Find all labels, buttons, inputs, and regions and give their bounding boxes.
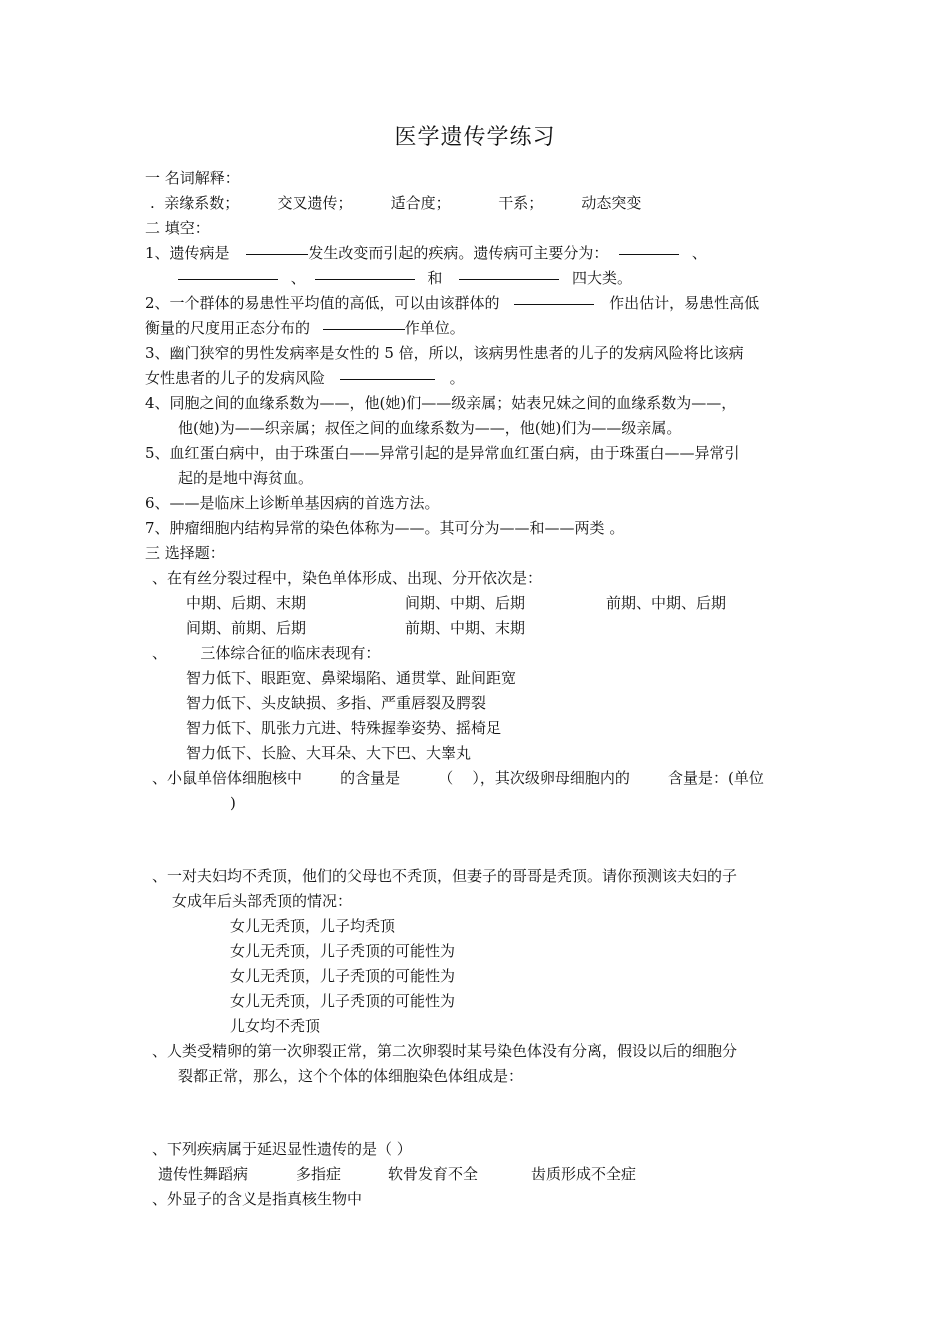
choice-q4-option[interactable]: 女儿无秃顶，儿子秃顶的可能性为: [230, 967, 456, 985]
fill-q1-text-f: 四大类。: [571, 269, 632, 287]
choice-q6-option[interactable]: 多指症: [296, 1165, 342, 1183]
fill-q3-line1: 3、幽门狭窄的男性发病率是女性的 5 倍，所以，该病男性患者的儿子的发病风险将比该病: [145, 344, 744, 362]
choice-q2-option[interactable]: 智力低下、头皮缺损、多指、严重唇裂及腭裂: [186, 694, 487, 712]
document-title: 医学遗传学练习: [394, 125, 556, 150]
fill-q1-text-c: 、: [691, 244, 707, 262]
choice-q5-stem-line2: 裂都正常，那么，这个个体的体细胞染色体组成是：: [178, 1067, 524, 1085]
fill-q1-text-e: 和: [427, 269, 443, 287]
fill-q2-text-d: 作单位。: [404, 319, 465, 337]
choice-q1-option[interactable]: 前期、中期、后期: [606, 594, 727, 612]
fill-q1-blank-3[interactable]: [178, 279, 278, 280]
choice-q4-option[interactable]: 女儿无秃顶，儿子均秃顶: [230, 917, 396, 935]
fill-q2-line2: [145, 318, 465, 338]
choice-q5-stem-line1: 、人类受精卵的第一次卵裂正常，第二次卵裂时某号染色体没有分离，假设以后的细胞分: [152, 1042, 738, 1060]
choice-q2-option[interactable]: 智力低下、眼距宽、鼻梁塌陷、通贯掌、趾间距宽: [186, 669, 517, 687]
section1-terms: . 亲缘系数； 交叉遗传； 适合度； 干系； 动态突变: [150, 194, 642, 212]
fill-q1-text-b: 发生改变而引起的疾病。遗传病可主要分为：: [308, 244, 609, 262]
fill-q1-text-d: 、: [290, 269, 306, 287]
choice-q2-stem: 、 三体综合征的临床表现有：: [152, 644, 381, 662]
choice-q1-option[interactable]: 间期、前期、后期: [186, 619, 307, 637]
section1-heading: 一 名词解释：: [145, 169, 240, 187]
choice-q4-stem-line1: 、一对夫妇均不秃顶，他们的父母也不秃顶，但妻子的哥哥是秃顶。请你预测该夫妇的子: [152, 867, 738, 885]
choice-q6-option[interactable]: 齿质形成不全症: [531, 1165, 637, 1183]
fill-q7: 7、肿瘤细胞内结构异常的染色体称为——。其可分为——和——两类 。: [145, 519, 625, 537]
fill-q2-text-b: 作出估计，易患性高低: [609, 294, 760, 312]
fill-q4-line1: 4、同胞之间的血缘系数为——，他(她)们——级亲属；姑表兄妹之间的血缘系数为——，: [145, 394, 737, 412]
fill-q2-blank-1[interactable]: [514, 304, 594, 305]
fill-q6: 6、——是临床上诊断单基因病的首选方法。: [145, 494, 440, 512]
choice-q2-option[interactable]: 智力低下、肌张力亢进、特殊握拳姿势、摇椅足: [186, 719, 502, 737]
choice-q1-option[interactable]: 间期、中期、后期: [405, 594, 526, 612]
fill-q1-blank-5[interactable]: [459, 279, 559, 280]
choice-q6-option[interactable]: 软骨发育不全: [388, 1165, 479, 1183]
choice-q3-stem: 、小鼠单倍体细胞核中 的含量是 （ ），其次级卵母细胞内的 含量是：(单位: [152, 769, 764, 787]
choice-q2-option[interactable]: 智力低下、长脸、大耳朵、大下巴、大睾丸: [186, 744, 472, 762]
fill-q3-text-c: 。: [449, 369, 465, 387]
fill-q5-line2: 起的是地中海贫血。: [178, 469, 314, 487]
choice-q3-stem-cont: ): [230, 794, 236, 812]
fill-q1-blank-2[interactable]: [619, 254, 679, 255]
fill-q1-line1: [145, 243, 707, 263]
fill-q3-text-b: 女性患者的儿子的发病风险: [145, 369, 326, 387]
choice-q6-option[interactable]: 遗传性舞蹈病: [158, 1165, 249, 1183]
fill-q2-text-a: 2、一个群体的易患性平均值的高低，可以由该群体的: [145, 294, 500, 312]
choice-q1-stem: 、在有丝分裂过程中，染色单体形成、出现、分开依次是：: [152, 569, 543, 587]
choice-q4-option[interactable]: 儿女均不秃顶: [230, 1017, 321, 1035]
fill-q1-text-a: 1、遗传病是: [145, 244, 230, 262]
choice-q4-option[interactable]: 女儿无秃顶，儿子秃顶的可能性为: [230, 992, 456, 1010]
choice-q1-option[interactable]: 前期、中期、末期: [405, 619, 526, 637]
choice-q4-option[interactable]: 女儿无秃顶，儿子秃顶的可能性为: [230, 942, 456, 960]
fill-q2-blank-2[interactable]: [323, 329, 405, 330]
fill-q3-line2: [145, 368, 465, 388]
choice-q1-option[interactable]: 中期、后期、末期: [186, 594, 307, 612]
fill-q1-blank-4[interactable]: [315, 279, 415, 280]
choice-q6-stem: 、下列疾病属于延迟显性遗传的是（ ）: [152, 1140, 412, 1158]
choice-q7-stem: 、外显子的含义是指真核生物中: [152, 1190, 363, 1208]
fill-q2-text-c: 衡量的尺度用正态分布的: [145, 319, 311, 337]
fill-q1-blank-1[interactable]: [246, 254, 308, 255]
fill-q3-blank-1[interactable]: [340, 379, 435, 380]
fill-q1-line2: [178, 268, 632, 288]
choice-q4-stem-line2: 女成年后头部秃顶的情况：: [172, 892, 353, 910]
fill-q2-line1: [145, 293, 759, 313]
section2-heading: 二 填空：: [145, 219, 210, 237]
section3-heading: 三 选择题：: [145, 544, 225, 562]
fill-q5-line1: 5、血红蛋白病中，由于珠蛋白——异常引起的是异常血红蛋白病，由于珠蛋白——异常引: [145, 444, 740, 462]
fill-q4-line2: 他(她)为——织亲属；叔侄之间的血缘系数为——，他(她)们为——级亲属。: [178, 419, 682, 437]
